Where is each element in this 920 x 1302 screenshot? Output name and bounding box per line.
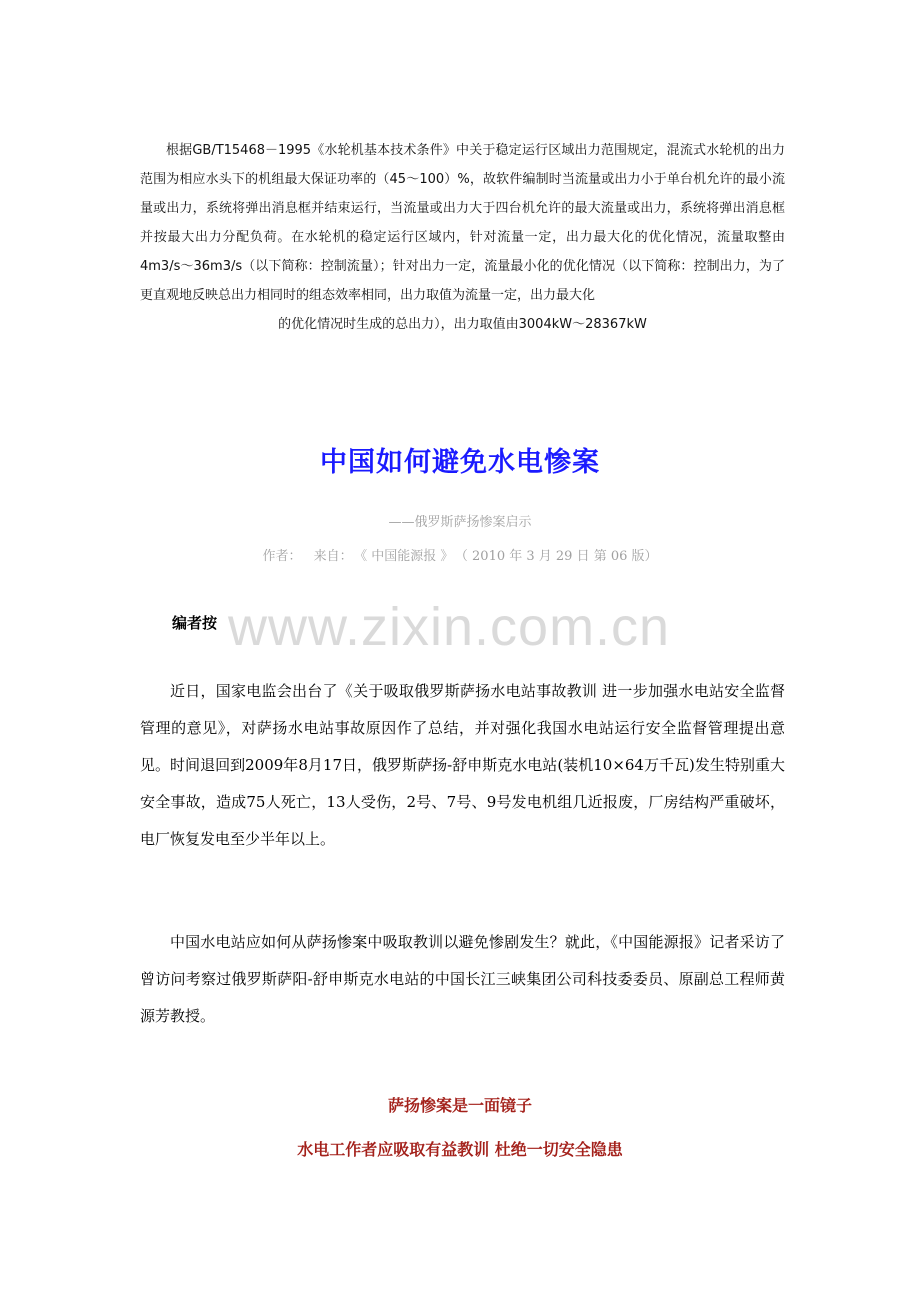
source-label: 来自： bbox=[313, 549, 353, 564]
intro-text bbox=[140, 136, 785, 339]
watermark: www.zixin.com.cn bbox=[228, 597, 671, 657]
article-subtitle: ——俄罗斯萨扬惨案启示 bbox=[388, 515, 532, 530]
paragraph-text: 近日，国家电监会出台了《关于吸取俄罗斯萨扬水电站事故教训 进一步加强水电站安全监督管理的意见》，对萨扬水电站事故原因作了总结，并对强化我国水电站运行安全监督管理提出意见。时间退回到2009年8月17日，俄罗斯萨扬-舒申斯克水电站(装机10×64万千瓦)发生特别重大安全事故，造成75人死亡，13人受伤，2号、7号、9号发电机组几近报废，厂房结构严重破坏，电厂恢复发电至少半年以上。 bbox=[140, 682, 785, 848]
publish-date: （ 2010 年 3 月 29 日 第 06 版） bbox=[461, 549, 658, 564]
editor-note-heading: 编者按 bbox=[172, 614, 218, 632]
body-paragraph-2 bbox=[140, 924, 785, 1035]
section-heading-1: 萨扬惨案是一面镜子 bbox=[387, 1096, 532, 1115]
source-name: 《 中国能源报 》 bbox=[360, 549, 454, 564]
intro-last-line: 的优化情况时生成的总出力），出力取值由3004kW～28367kW bbox=[278, 317, 647, 332]
intro-body: 根据GB/T15468－1995《水轮机基本技术条件》中关于稳定运行区域出力范围规定，混流式水轮机的出力范围为相应水头下的机组最大保证功率的（45～100）%，故软件编制时当流量或出力小于单台机允许的最小流量或出力，系统将弹出消息框并结束运行，当流量或出力大于四台机允许的最大流量或出力，系统将弹出消息框并按最大出力分配负荷。在水轮机的稳定运行区域内，针对流量一定，出力最大化的优化情况，流量取整由4m3/s～36m3/s（以下简称：控制流量）；针对出力一定，流量最小化的优化情况（以下简称：控制出力，为了更直观地反映总出力相同时的组态效率相同，出力取值为流量一定，出力最大化 bbox=[140, 143, 785, 303]
article-title: 中国如何避免水电惨案 bbox=[320, 447, 600, 478]
author-label: 作者： bbox=[262, 549, 302, 564]
body-paragraph-1 bbox=[140, 673, 785, 858]
section-heading-2: 水电工作者应吸取有益教训 杜绝一切安全隐患 bbox=[297, 1140, 623, 1159]
paragraph-text: 中国水电站应如何从萨扬惨案中吸取教训以避免惨剧发生？就此，《中国能源报》记者采访了曾访问考察过俄罗斯萨阳-舒申斯克水电站的中国长江三峡集团公司科技委委员、原副总工程师黄源芳教授。 bbox=[140, 933, 785, 1025]
intro-paragraph bbox=[140, 136, 785, 339]
article-meta bbox=[0, 545, 920, 564]
